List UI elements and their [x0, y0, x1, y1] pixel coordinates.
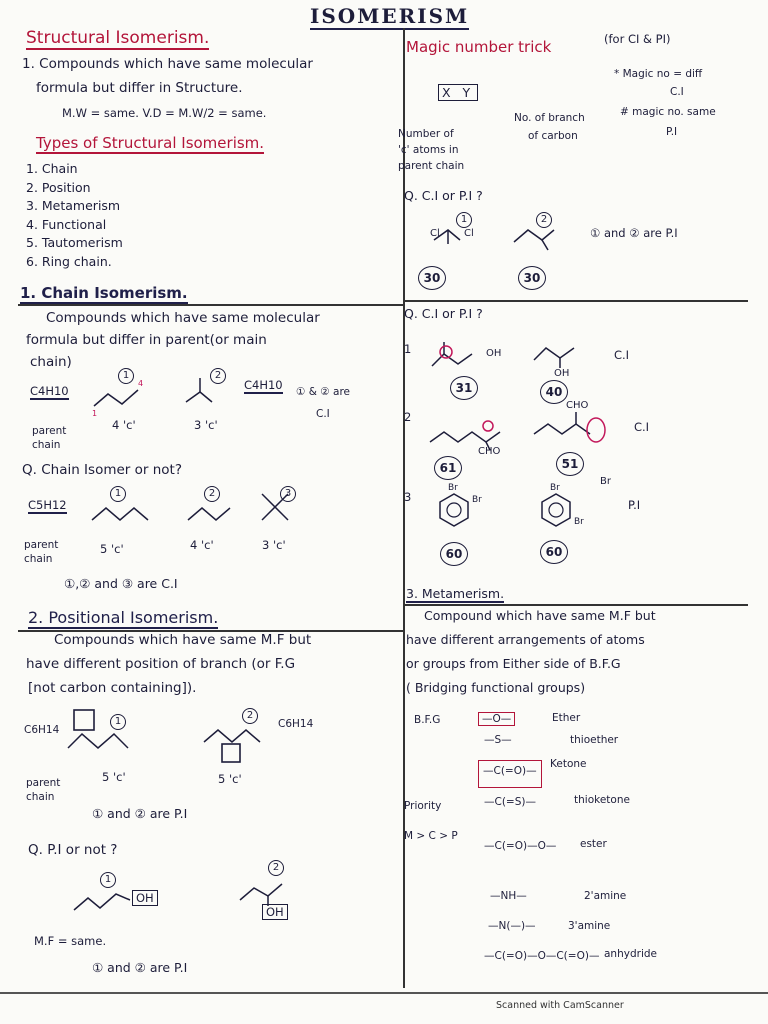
magic-number-badge: 60 [440, 542, 468, 566]
aldehyde-label: CHO [566, 400, 589, 411]
dibromobenzene-structure-1 [428, 484, 498, 534]
bromo-label: Br [600, 476, 611, 487]
chain-definition: chain) [30, 354, 72, 370]
mw-vd-line: M.W = same. V.D = M.W/2 = same. [62, 106, 267, 120]
structural-isomerism-heading: Structural Isomerism. [26, 28, 210, 48]
chain-isomerism-heading: 1. Chain Isomerism. [20, 284, 188, 302]
carbon-count: 5 'c' [218, 772, 242, 786]
positional-definition: Compounds which have same M.F but [54, 632, 312, 648]
group-name: thioketone [574, 794, 630, 806]
branch-note: No. of branch [514, 112, 585, 124]
group-name: 3'amine [568, 920, 611, 932]
hydroxyl-label: OH [486, 348, 502, 359]
definition-line: formula but differ in Structure. [36, 80, 243, 96]
svg-text:Cl: Cl [430, 228, 440, 239]
note-line: parent chain [398, 160, 465, 172]
svg-text:4: 4 [138, 379, 144, 388]
label-circle-2: 2 [268, 860, 284, 876]
case-label-3: 3 [404, 490, 412, 504]
group-formula: —N(—)— [488, 920, 536, 932]
carbon-count: 4 'c' [112, 418, 136, 432]
aldehyde-structure-1 [426, 414, 516, 454]
note-line: Number of [398, 128, 454, 140]
group-formula: —O— [478, 712, 515, 726]
magic-number-heading: Magic number trick [406, 38, 552, 56]
case-label-1: 1 [404, 342, 412, 356]
same-note: P.I [666, 126, 678, 138]
group-formula: —NH— [490, 890, 527, 902]
svg-text:Br: Br [574, 517, 584, 527]
chain-definition: formula but differ in parent(or main [26, 332, 267, 348]
magic-number-subheading: (for CI & PI) [604, 32, 671, 46]
definition-line: 1. Compounds which have same molecular [22, 56, 313, 72]
type-item: 1. Chain [26, 161, 78, 176]
group-name: Ketone [550, 758, 587, 770]
label-circle-1: 1 [100, 872, 116, 888]
positional-definition: [not carbon containing]). [28, 680, 197, 696]
carbon-count: 4 'c' [190, 538, 214, 552]
parent-chain-label: parent chain [24, 539, 59, 565]
carbon-count: 5 'c' [102, 770, 126, 784]
case-label-2: 2 [404, 410, 412, 424]
formula-c4h10: C4H10 [244, 378, 283, 392]
parent-chain-label: parent chain [32, 425, 67, 451]
magic-number-badge: 51 [556, 452, 584, 476]
dibromobenzene-structure-2 [530, 484, 600, 534]
parent-carbon-note [398, 126, 498, 174]
butanol-structure-2 [236, 870, 306, 930]
magic-note: C.I [670, 86, 684, 98]
mf-same: M.F = same. [34, 934, 107, 948]
chain-definition: Compounds which have same molecular [46, 310, 320, 326]
group-name: anhydride [604, 948, 657, 960]
xy-box: X Y [438, 84, 478, 101]
priority-order: M > C > P [404, 830, 458, 842]
magic-note: * Magic no = diff [614, 68, 703, 80]
methylpentane-structure-2 [200, 716, 280, 766]
group-formula: —C(=O)—O— [484, 840, 557, 852]
hydroxyl-group: OH [262, 904, 288, 920]
result-1: ① and ② are P.I [590, 226, 678, 240]
result-case-2: C.I [634, 420, 650, 434]
page-bottom-rule [0, 992, 768, 994]
label-circle-2: 2 [242, 708, 258, 724]
magic-number-badge: 61 [434, 456, 462, 480]
magic-number-badge: 40 [540, 380, 568, 404]
positional-isomerism-heading: 2. Positional Isomerism. [28, 608, 219, 627]
methylpentane-structure [64, 708, 144, 758]
label-circle-1: 1 [110, 714, 126, 730]
scanner-watermark: Scanned with CamScanner [496, 1000, 624, 1011]
pi-result: ① and ② are P.I [92, 960, 188, 975]
formula-c5h12: C5H12 [28, 498, 67, 512]
alcohol-structure-1 [428, 338, 488, 378]
formula-c6h14: C6H14 [278, 718, 314, 730]
group-name: thioether [570, 734, 619, 746]
group-formula: —S— [484, 734, 512, 746]
parent-chain-label: parent chain [26, 777, 61, 803]
section-rule [18, 304, 403, 306]
ci-note: ① & ② are [296, 386, 351, 398]
group-formula: —C(=O)— [478, 760, 542, 788]
magic-number-badge: 31 [450, 376, 478, 400]
type-item: 3. Metamerism [26, 198, 121, 213]
result-case-3: P.I [628, 498, 641, 512]
section-rule [404, 604, 748, 606]
ci-note: C.I [316, 408, 330, 420]
group-name: Ether [552, 712, 581, 724]
formula-c4h10: C4H10 [30, 384, 69, 398]
question-2: Q. C.I or P.I ? [404, 306, 483, 321]
svg-text:1: 1 [92, 409, 98, 418]
label-circle-3: 3 [280, 486, 296, 502]
metamerism-definition: Compound which have same M.F but [424, 608, 656, 623]
page-title: ISOMERISM [310, 4, 470, 28]
label-circle-2: 2 [536, 212, 552, 228]
label-circle-2: 2 [210, 368, 226, 384]
magic-number-badge: 30 [518, 266, 546, 290]
priority-label: Priority [404, 800, 442, 812]
metamerism-definition: ( Bridging functional groups) [406, 680, 586, 695]
metamerism-definition: have different arrangements of atoms [406, 632, 645, 647]
note-line: 'c' atoms in [398, 144, 459, 156]
hydroxyl-label: OH [554, 368, 570, 379]
question-1: Q. C.I or P.I ? [404, 188, 483, 203]
result-case-1: C.I [614, 348, 630, 362]
positional-definition: have different position of branch (or F.G [26, 656, 296, 672]
magic-number-badge: 30 [418, 266, 446, 290]
types-list [26, 160, 226, 271]
branch-note: of carbon [528, 130, 578, 142]
carbon-count: 3 'c' [262, 538, 286, 552]
type-item: 5. Tautomerism [26, 235, 123, 250]
group-formula: —C(=S)— [484, 796, 536, 808]
label-circle-2: 2 [204, 486, 220, 502]
formula-c6h14: C6H14 [24, 724, 60, 736]
carbon-count: 3 'c' [194, 418, 218, 432]
metamerism-definition: or groups from Either side of B.F.G [406, 656, 621, 671]
type-item: 2. Position [26, 179, 91, 195]
svg-text:Cl: Cl [464, 228, 474, 239]
svg-text:Br: Br [448, 483, 458, 493]
hydroxyl-group: OH [132, 890, 158, 906]
bfg-label: B.F.G [414, 714, 441, 726]
label-circle-1: 1 [110, 486, 126, 502]
group-name: 2'amine [584, 890, 627, 902]
svg-text:Br: Br [550, 483, 560, 493]
question-pi: Q. P.I or not ? [28, 842, 118, 858]
label-circle-1: 1 [118, 368, 134, 384]
group-name: ester [580, 838, 607, 850]
svg-text:Br: Br [472, 495, 482, 505]
aldehyde-label: CHO [478, 446, 501, 457]
same-note: # magic no. same [620, 106, 716, 118]
section-rule [404, 300, 748, 302]
type-item: 4. Functional [26, 216, 107, 232]
types-heading: Types of Structural Isomerism. [36, 134, 265, 152]
question-chain: Q. Chain Isomer or not? [22, 462, 183, 478]
metamerism-heading: 3. Metamerism. [406, 586, 505, 601]
chain-result: ①,② and ③ are C.I [64, 576, 178, 591]
carbon-count: 5 'c' [100, 542, 124, 556]
label-circle-1: 1 [456, 212, 472, 228]
magic-number-badge: 60 [540, 540, 568, 564]
group-formula: —C(=O)—O—C(=O)— [484, 950, 600, 962]
type-item: 6. Ring chain. [26, 253, 112, 269]
positional-result: ① and ② are P.I [92, 806, 188, 821]
